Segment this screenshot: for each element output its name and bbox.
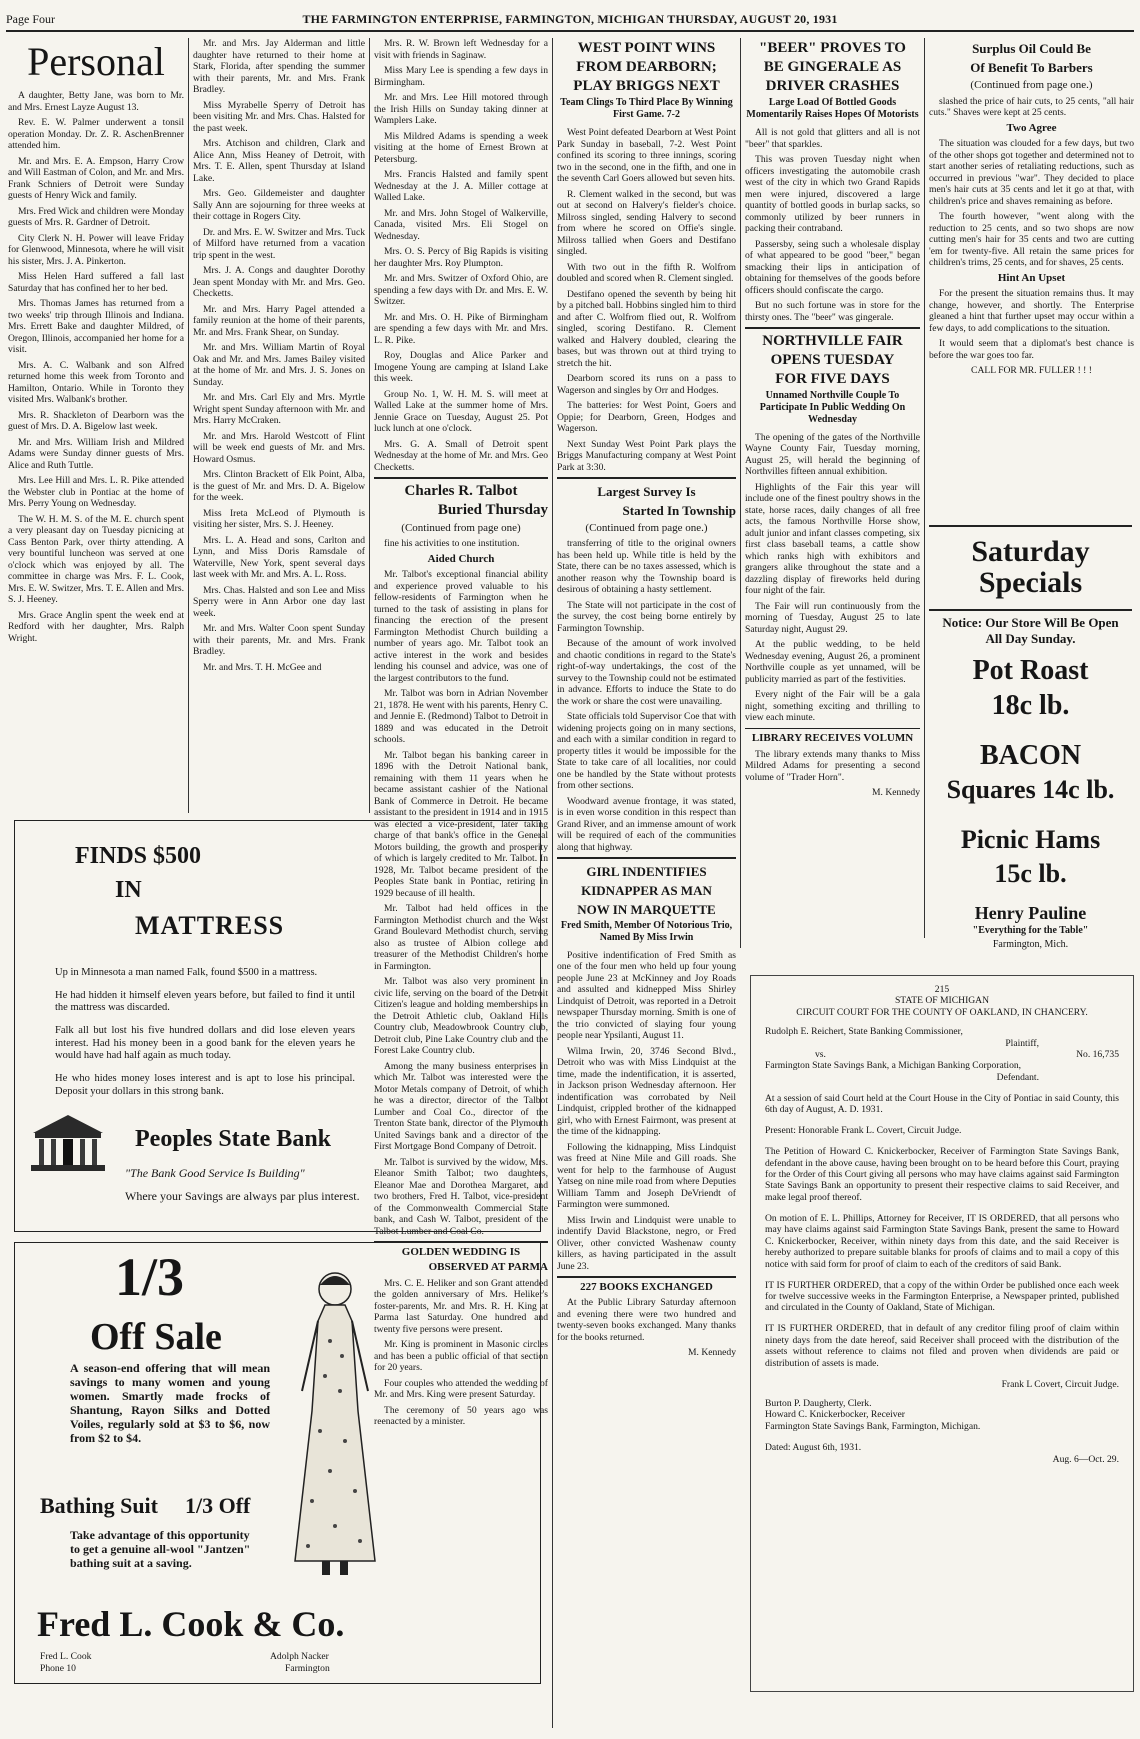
paragraph: The State will not participate in the cost of the survey, the cost being borne entirely by Farmington Township. <box>557 599 736 634</box>
divider <box>557 1276 736 1278</box>
legal-receiver: Howard C. Knickerbocker, Receiver <box>765 1409 905 1421</box>
beer-text <box>745 127 920 323</box>
fair-headline-3: FOR FIVE DAYS <box>775 370 890 387</box>
legal-judge: Frank L Covert, Circuit Judge. <box>1001 1378 1119 1390</box>
paragraph: The Fair will run continuously from the morning of Tuesday, August 25 to late Saturday night, August 29. <box>745 600 920 635</box>
picnic-hams-item: Picnic Hams <box>960 825 1101 854</box>
peoples-bank-ad <box>14 820 541 1232</box>
divider <box>929 525 1132 527</box>
paragraph: transferring of title to the original owners has been held up. While title is held by the State, there can be no taxes assessed, which is another reason why the Township board is desirous of obtaining a hasty settlement. <box>557 538 736 595</box>
peoples-bank-name: Peoples State Bank <box>135 1126 332 1152</box>
legal-run-dates: Aug. 6—Oct. 29. <box>1052 1453 1119 1465</box>
surplus-signature: CALL FOR MR. FULLER ! ! ! <box>971 365 1092 376</box>
paragraph: Dearborn scored its runs on a pass to Wagerson and singles by Orr and Hodges. <box>557 373 736 396</box>
legal-defendant-label: Defendant. <box>996 1071 1039 1083</box>
talbot-headline: Charles R. Talbot <box>404 482 518 499</box>
personal-heading: Personal <box>27 39 165 84</box>
personal-item: Mrs. L. A. Head and sons, Carlton and Lynn, and Miss Doris Ramsdale of Waterville, New York, spent several days last week with Mr. and Mrs. A. L. Ross. <box>193 534 365 580</box>
paragraph: Destifano opened the seventh by being hit by a pitched ball. Hobbins singled him to third and after C. Wolfrom flied out, R. Wolfrom singled, scoring Destifano. R. Clement walked and Halvery doubled, clearing the bases, but was thrown out at third trying to stretch the hit. <box>557 288 736 369</box>
personal-item: Mr. and Mrs. E. A. Empson, Harry Crow and Will Eastman of Colon, and Mr. and Mrs. Frank Schniers of Detroit were Sunday guests of Henry Wick and family. <box>8 155 184 201</box>
paragraph: He had hidden it himself eleven years before, but failed to find it until the mattress was discarded. <box>55 989 355 1013</box>
one-third-off-title: 1/3 Off <box>185 1493 251 1518</box>
paragraph: Falk all but lost his five hundred dollars and did lose eleven years interest. Had his money been in a good bank for the eleven years he would have had half again as much today. <box>55 1025 355 1061</box>
aided-church-subhead: Aided Church <box>427 552 495 565</box>
paragraph: State officials told Supervisor Coe that with widening projects going on in many sections, and each with a similar condition in regard to property titles it would be impossible for the State to take care of all localities, nor could one be handled by the State without protests from other sections. <box>557 711 736 791</box>
mattress-title-1: FINDS $500 <box>75 843 202 869</box>
divider <box>374 477 548 479</box>
paragraph: Mr. Talbot was born in Adrian November 21, 1878. He went with his parents, Henry C. and Jennie E. (Redmond) Talbot to Detroit in 1889 and was educated in the Detroit schools. <box>374 688 548 745</box>
paragraph: It would seem that a diplomat's best chance is before the war goes too far. <box>929 338 1134 361</box>
paragraph: Woodward avenue frontage, it was stated, is in even worse condition in this respect than Grand River, and an immense amount of work will be required of each of the communities along that highway. <box>557 795 736 853</box>
footer-left-phone: Phone 10 <box>40 1663 76 1674</box>
paragraph: IT IS FURTHER ORDERED, that in default of any creditor filing proof of claim within ninety days from the date hereof, said Receiver shall proceed with the distribution of the assets without reference to claims not filed and proven when dividends are paid or distribution of assets is made. <box>765 1323 1119 1369</box>
paragraph: The Petition of Howard C. Knickerbocker, Receiver of Farmington State Savings Bank, defendant in the above cause, having been brought on to be heard before this Court, praying for the Order of this Court giving all persons who may have claims against said Farmington State Savings Bank an opportunity to present their respective claims to said Receiver, and make legal proof thereof. <box>765 1146 1119 1203</box>
fred-cook-store-name: Fred L. Cook & Co. <box>37 1604 345 1644</box>
paragraph: All is not gold that glitters and all is not "beer" that sparkles. <box>745 127 920 150</box>
paragraph: Miss Irwin and Lindquist were unable to indentify David Blackstone, negro, or Fred Oliver, other convicted Washenaw county killers, as having participated in the assult June 23. <box>557 1214 736 1272</box>
sale-description: A season-end offering that will mean savings to many women and young women. Smartly made frocks of Shantung, Rayon Silks and Dotted Voiles, regularly sold at $3 to $6, now from $2 to $4. <box>70 1361 270 1445</box>
legal-plaintiff-name: Rudolph E. Reichert, State Banking Commissioner, <box>765 1026 963 1038</box>
pot-roast-item: Pot Roast <box>972 655 1089 686</box>
west-point-headline-2: FROM DEARBORN; <box>576 59 717 75</box>
news-column-4 <box>557 38 736 1723</box>
fair-headline-2: OPENS TUESDAY <box>770 351 895 368</box>
column-rule <box>740 38 741 948</box>
divider <box>745 327 920 329</box>
beer-subhead: Large Load Of Bottled Goods Momentarily Raises Hopes Of Motorists <box>746 97 919 120</box>
picnic-hams-price: 15c lb. <box>994 859 1067 888</box>
personal-item: Mrs. Francis Halsted and family spent Wednesday at the J. A. Miller cottage at Walled Lake. <box>374 169 548 203</box>
paragraph: The library extends many thanks to Miss Mildred Adams for presenting a second volume of "Trader Horn". <box>745 748 920 783</box>
bacon-price: Squares 14c lb. <box>946 775 1115 804</box>
personal-item: Mrs. O. S. Percy of Big Rapids is visiting her daughter Mrs. Roy Plumpton. <box>374 246 548 269</box>
personal-item: Rev. E. W. Palmer underwent a tonsil operation Monday. Dr. Z. R. AschenBrenner attended him. <box>8 117 184 151</box>
paragraph: The opening of the gates of the Northville Wayne County Fair, Tuesday morning, August 25, will herald the beginning of Northvilles fifteen annual exhibition. <box>745 431 920 477</box>
pot-roast-price: 18c lb. <box>991 690 1070 721</box>
library-text <box>745 749 920 784</box>
news-column-6 <box>929 38 1134 518</box>
pauline-store-name: Henry Pauline <box>974 903 1087 923</box>
two-agree-subhead: Two Agree <box>1006 121 1057 134</box>
divider <box>745 728 920 730</box>
legal-clerk: Burton P. Daugherty, Clerk. <box>765 1397 872 1409</box>
legal-number: 215 <box>934 984 950 995</box>
paragraph: Mr. Talbot had held offices in the Farmington Methodist church and the West Grand Boulevard Methodist church, serving also as trustee of Albion college and treasurer of the Methodist Children's home in Farmington. <box>374 903 548 972</box>
legal-text <box>765 1093 1119 1369</box>
paragraph: IT IS FURTHER ORDERED, that a copy of the within Order be published once each week for twelve successive weeks in the Farmington Enterprise, a Newspaper printed, published and circulated in the County of Oakland, State of Michigan. <box>765 1279 1119 1314</box>
golden-wedding-headline: GOLDEN WEDDING IS <box>401 1245 521 1258</box>
girl-headline-3: NOW IN MARQUETTE <box>577 901 716 917</box>
legal-dated: Dated: August 6th, 1931. <box>765 1442 862 1454</box>
personal-item: Mr. and Mrs. Lee Hill motored through the Irish Hills on Sunday taking dinner at Wamplers Lake. <box>374 92 548 126</box>
legal-vs: vs. <box>815 1049 826 1061</box>
paragraph: Next Sunday West Point Park plays the Briggs Manufacturing company at West Point Park at 3:30. <box>557 438 736 473</box>
pauline-city: Farmington, Mich. <box>992 939 1069 950</box>
personal-item: Mr. and Mrs. Switzer of Oxford Ohio, are spending a few days with Dr. and Mrs. E. W. Switzer. <box>374 273 548 307</box>
personal-item: Group No. 1, W. H. M. S. will meet at Walled Lake at the summer home of Mrs. Jennie Grace on Tuesday, August 25. Pot luck lunch at one o'clock. <box>374 388 548 434</box>
paragraph: Mr. Talbot's exceptional financial ability and experience proved valuable to his fellow-residents of Farmington when he turned to the task of assisting in plans for financing the erection of the present Farmington Methodist Church building a number of years ago. Mr. Talbot took an active interest in the work and besides lending his counsel and advice, was one of the largest contributors to the fund. <box>374 569 548 684</box>
fair-headline: NORTHVILLE FAIR <box>762 332 903 349</box>
legal-bank: Farmington State Savings Bank, Farmington, Michigan. <box>765 1420 981 1432</box>
paragraph: Positive indentification of Fred Smith as one of the four men who held up four young people June 23 at McKinney and Joy Roads and assulted and kidnepped Miss Shirley Lindquist of Detroit, was reported in a Detroit newspaper Thursday morning. Smith is one of the trio convicted of slaying four young people near Ypsilanti, August 11. <box>557 949 736 1041</box>
social-items-2 <box>193 38 365 673</box>
personal-item: Mrs. J. A. Congs and daughter Dorothy Jean spent Monday with Mr. and Mrs. Geo. Checketts. <box>193 265 365 299</box>
west-point-subhead: Team Clings To Third Place By Winning First Game. 7-2 <box>560 97 733 120</box>
personal-item: Mrs. Lee Hill and Mrs. L. R. Pike attended the Webster club in Pontiac at the home of Mrs. Perry Young on Wednesday. <box>8 475 184 509</box>
beer-headline-3: DRIVER CRASHES <box>765 78 900 94</box>
personal-item: Mrs. Thomas James has returned from a two weeks' trip through Illinois and Indiana. Mrs. Errett Bake and daughter Mildred, of Oregon, Illinois, accompanied her home for a visit. <box>8 298 184 355</box>
personal-item: Miss Mary Lee is spending a few days in Birmingham. <box>374 65 548 88</box>
divider <box>557 857 736 859</box>
personal-item: Mrs. Clinton Brackett of Elk Point, Alba, is the guest of Mr. and Mrs. D. A. Bigelow for the week. <box>193 469 365 503</box>
personal-item: Mr. and Mrs. William Martin of Royal Oak and Mr. and Mrs. James Bailey visited at the home of Mr. and Mrs. J. S. Jones on Sunday. <box>193 342 365 388</box>
talbot-text-a <box>374 538 548 550</box>
footer-left-name: Fred L. Cook <box>40 1651 92 1662</box>
paragraph: At the Public Library Saturday afternoon and evening there were two hundred and twenty-seven books exchanged. Many thanks for the books returned. <box>557 1297 736 1343</box>
paragraph: At the public wedding, to be held Wednesday evening, August 26, a prominent Northville couple as yet unnamed, will be publicity married as part of the festivities. <box>745 639 920 685</box>
paragraph: Following the kidnapping, Miss Lindquist was freed at Nine Mile and Gill roads. She went for help to the farmhouse of August Yatseg on nine mile road from where Deputies William Tamm and Joseph DeVriendt of Farmington were summoned. <box>557 1141 736 1210</box>
books-signature: M. Kennedy <box>688 1347 736 1358</box>
column-rule <box>188 38 189 813</box>
books-text <box>557 1297 736 1343</box>
fair-subhead: Unnamed Northville Couple To Participate In Public Wedding On Wednesday <box>759 389 906 425</box>
personal-item: Mrs. Atchison and children, Clark and Alice Ann, Miss Heaney of Detroit, with Mrs. T. E. Allen, spent Thursday at Island Lake. <box>193 138 365 184</box>
divider <box>557 477 736 479</box>
paragraph: fine his activities to one institution. <box>384 538 520 549</box>
surplus-continued: (Continued from page one.) <box>970 79 1093 91</box>
mattress-title-2: IN <box>115 877 142 903</box>
social-items-3 <box>374 38 548 473</box>
personal-items <box>8 90 184 644</box>
mattress-text <box>55 956 355 1109</box>
bathing-description: Take advantage of this opportunity to get a genuine all-wool "Jantzen" bathing suit at a saving. <box>70 1528 251 1570</box>
girl-subhead: Fred Smith, Member Of Notorious Trio, Named By Miss Irwin <box>560 919 733 943</box>
paragraph: The situation was clouded for a few days, but two of the other shops got together and determined not to start another series of retaliating reductions, such as occurred in previous "war". They decided to place men's hair cuts at 35 cents and let it go at that, with children's price and shaves remaining as before. <box>929 138 1134 207</box>
paragraph: Highlights of the Fair this year will include one of the finest poultry shows in the state, horse races, daily changes of all free acts, the famous Northville Horse show, adult junior and infant classes competing, six first class baseball teams, a cattle show which ranks high with exhibitors and grangers alike throughout the state and a dazzling display of fireworks held during four night of the fair. <box>745 481 920 596</box>
personal-item: A daughter, Betty Jane, was born to Mr. and Mrs. Ernest Layze August 13. <box>8 90 184 113</box>
paragraph: Among the many business enterprises in which Mr. Talbot was interested were the Motor Metals company of Detroit, of which he was a director, director of the Talbot Lumber and Coal Co., director of the Trenton State bank, director of the Plymouth United Savings bank and a director of the First Mortgage Bond Company of Detroit. <box>374 1060 548 1152</box>
personal-item: Roy, Douglas and Alice Parker and Imogene Young are camping at Island Lake this week. <box>374 350 548 384</box>
personal-item: Mr. and Mrs. William Irish and Mildred Adams were Sunday dinner guests of Mrs. Alice and Ruth Tuttle. <box>8 436 184 471</box>
personal-item: Mr. and Mrs. Walter Coon spent Sunday with their parents, Mr. and Mrs. Frank Bradley. <box>193 623 365 657</box>
girl-text <box>557 950 736 1273</box>
personal-item: Mrs. R. Shackleton of Dearborn was the guest of Mrs. D. A. Bigelow last week. <box>8 409 184 432</box>
sunday-notice: Notice: Our Store Will Be Open All Day Sunday. <box>942 615 1119 646</box>
library-headline: LIBRARY RECEIVES VOLUMN <box>751 732 914 744</box>
paragraph: Because of the amount of work involved and chaotic conditions in regard to the State's right-of-way undertakings, the cost of the survey to the Township could not be estimated in advance. Efforts to induce the State to do the work or share the cost were unavailing. <box>557 638 736 707</box>
paragraph: He who hides money loses interest and is apt to lose his principal. Deposit your dollars in this strong bank. <box>55 1073 355 1097</box>
footer-right-name: Adolph Nacker <box>270 1651 329 1662</box>
paragraph: Wilma Irwin, 20, 3746 Second Blvd., Detroit who was with Miss Lindquist at the time, made the indentification, it is asserted, in Jackson prison Wednesday afternoon. Her indentification was corrobated by Neil Lindquist, crippled brother of the kidnapped girl, who with Ernest Fairmont, was present at the time of the kidnapping. <box>557 1045 736 1137</box>
legal-court: CIRCUIT COURT FOR THE COUNTY OF OAKLAND, IN CHANCERY. <box>796 1006 1088 1018</box>
surplus-text-c <box>929 288 1134 361</box>
personal-item: Mr. and Mrs. Carl Ely and Mrs. Myrtle Wright spent Sunday afternoon with Mr. and Mrs. Harry McCraken. <box>193 392 365 426</box>
upset-subhead: Hint An Upset <box>997 271 1066 284</box>
surplus-headline-2: Of Benefit To Barbers <box>970 60 1093 75</box>
personal-item: Mrs. A. C. Walbank and son Alfred returned home this week from Toronto and Hamilton, Ontario. While in Toronto they visited Mrs. Walbank's brother. <box>8 359 184 405</box>
personal-item: The W. H. M. S. of the M. E. church spent a very pleasant day on Tuesday picnicing at Cass Benton Park, over thirty attending. A very bountiful luncheon was served at one o'clock which was enjoyed by all. The committee in charge was Mrs. F. L. Cook, Mrs. E. W. Switzer, Mrs. T. E. Allen and Mrs. S. J. Heeney. <box>8 513 184 605</box>
fair-text <box>745 432 920 724</box>
news-column-5 <box>745 38 920 943</box>
legal-case-number: No. 16,735 <box>1076 1049 1119 1061</box>
page-number: Page Four <box>6 12 55 26</box>
personal-item: Mrs. Geo. Gildemeister and daughter Sally Ann are sojourning for three weeks at their cottage in Rogers City. <box>193 188 365 222</box>
girl-headline: GIRL INDENTIFIES <box>586 863 707 879</box>
column-rule <box>552 38 553 1728</box>
paragraph: Up in Minnesota a man named Falk, found $500 in a mattress. <box>55 966 318 978</box>
one-third-fraction: 1/3 <box>115 1247 185 1307</box>
legal-state: STATE OF MICHIGAN <box>894 995 990 1007</box>
west-point-text <box>557 127 736 473</box>
personal-item: Mr. and Mrs. John Stogel of Walkerville, Canada, visited Mrs. Eli Stogel on Wednesday. <box>374 207 548 242</box>
paragraph: The batteries: for West Point, Goers and Oppie; for Dearborn, Green, Hodges and Wagerson. <box>557 400 736 434</box>
personal-item: Mrs. Chas. Halsted and son Lee and Miss Sperry were in Ann Arbor one day last week. <box>193 584 365 619</box>
girl-headline-2: KIDNAPPER AS MAN <box>581 882 712 898</box>
paragraph: Every night of the Fair will be a gala night, something exciting and thrilling to view each minute. <box>745 689 920 723</box>
social-column-2 <box>193 38 365 808</box>
paragraph: Mr. Talbot was also very prominent in civic life, serving on the board of the Detroit Citizen's league and holding memberships in the Detroit Athletic club, Oakland Hills Country club, Meadowbrook Country club, Detroit club, Pine Lake Country club and the Forest Lake Country club. <box>374 976 548 1056</box>
paragraph: West Point defeated Dearborn at West Point Park Sunday in baseball, 7-2. West Point confined its scoring to three innings, scoring two in the second, one in the fifth, and one in the seventh Carl Goers allowed but seven hits. <box>557 127 736 184</box>
paragraph: Present: Honorable Frank L. Covert, Circuit Judge. <box>765 1125 962 1137</box>
column-rule <box>924 38 925 938</box>
legal-plaintiff-label: Plaintiff, <box>1005 1037 1039 1049</box>
personal-item: Mrs. Grace Anglin spent the week end at Redford with her daughter, Mrs. Ralph Wright. <box>8 609 184 644</box>
column-rule <box>369 38 370 813</box>
golden-wedding-headline-2: OBSERVED AT PARMA <box>428 1261 548 1273</box>
surplus-headline: Surplus Oil Could Be <box>972 41 1091 56</box>
personal-item: Mis Mildred Adams is spending a week visiting at the home of Ernest Brown at Petersburg. <box>374 130 548 165</box>
west-point-headline-3: PLAY BRIGGS NEXT <box>573 78 720 94</box>
paragraph: Passersby, seing such a wholesale display of what appeared to be good "beer," began smacking their lips in anticipation of obtaining for themselves of the goods before officers should confiscate the cargo. <box>745 238 920 296</box>
saturday-specials-ad <box>929 525 1132 965</box>
personal-item: Dr. and Mrs. E. W. Switzer and Mrs. Tuck of Milford have returned from a vacation trip spent in the west. <box>193 226 365 261</box>
books-headline: 227 BOOKS EXCHANGED <box>580 1280 713 1293</box>
paragraph: R. Clement walked in the second, but was out at second on Halvery's fielder's choice. Milross singled, sending Halvery to second from where he scored on Offie's single. Milross tallied when Goers and Destifano singled. <box>557 188 736 257</box>
woman-in-dress-illustration <box>280 1261 390 1581</box>
personal-item: Mrs. R. W. Brown left Wednesday for a visit with friends in Saginaw. <box>374 38 548 61</box>
surplus-text-b <box>929 138 1134 269</box>
survey-headline: Largest Survey Is <box>597 483 696 499</box>
paragraph: At a session of said Court held at the Court House in the City of Pontiac in said County, this 6th day of August, A. D. 1931. <box>765 1092 1119 1116</box>
paragraph: For the present the situation remains thus. It may change, however, and shortly. The Enterprise gleaned a hint that further upset may occur within a few days, to add complications to the situation. <box>929 288 1134 334</box>
off-sale-title: Off Sale <box>90 1316 222 1358</box>
paragraph: The ceremony of 50 years ago was reenacted by a minister. <box>374 1404 548 1427</box>
personal-item: Miss Myrabelle Sperry of Detroit has been visiting Mr. and Mrs. Chas. Halsted for the past week. <box>193 99 365 134</box>
personal-item: Mr. and Mrs. Harry Pagel attended a family reunion at the home of their parents, Mr. and Mrs. Frank Shear, on Sunday. <box>193 303 365 338</box>
personal-item: Mr. and Mrs. Jay Alderman and little daughter have returned to their home at Stark, Florida, after spending the summer with their parents, Mr. and Mrs. Frank Bradley. <box>193 38 365 95</box>
beer-headline-2: BE GINGERALE AS <box>763 59 902 75</box>
masthead <box>6 8 1134 32</box>
beer-headline: "BEER" PROVES TO <box>759 40 906 56</box>
paragraph: The fourth however, "went along with the reduction to 25 cents, and so two shops are now cutting men's hair for 35 cents and two are cutting 'em for twenty-five. All retain the same prices for children's trims, 25 cents, and for shaves, 25 cents. <box>929 211 1134 268</box>
paragraph: On motion of E. L. Phillips, Attorney for Receiver, IT IS ORDERED, that all persons who may have claims against said Farmington State Savings Bank, present the same to Howard C. Knickerbocker, Receiver, within ninety days from this date, and the said Receiver is hereby authorized to prepare suitable blanks for proofs of claims and to mail a copy of this notice with said form for proof of claim to each of the creditors of said Bank. <box>765 1212 1119 1270</box>
personal-item: Mrs. G. A. Small of Detroit spent Wednesday at the home of Mr. and Mrs. Geo Checketts. <box>374 438 548 473</box>
paragraph: Mr. King is prominent in Masonic circles and has been a public official of that section for 20 years. <box>374 1339 548 1373</box>
surplus-text-a <box>929 96 1134 119</box>
footer-right-city: Farmington <box>285 1663 330 1674</box>
pauline-slogan: "Everything for the Table" <box>972 925 1089 936</box>
personal-item: Miss Ireta McLeod of Plymouth is visiting her sister, Mrs. S. J. Heeney. <box>193 507 365 530</box>
saturday-title: Saturday <box>971 535 1090 568</box>
survey-headline-2: Started In Township <box>622 502 736 518</box>
bank-slogan: "The Bank Good Service Is Building" <box>125 1166 305 1180</box>
west-point-headline: WEST POINT WINS <box>577 40 716 56</box>
personal-item: Miss Helen Hard suffered a fall last Saturday that has confined her to her bed. <box>8 271 184 294</box>
paragraph: With two out in the fifth R. Wolfrom doubled and scored when R. Clement singled. <box>557 261 736 284</box>
bank-tagline: Where your Savings are always par plus interest. <box>125 1189 360 1203</box>
personal-item: City Clerk N. H. Power will leave Friday for Glenwood, Minnesota, where he will visit his sister, Mrs. J. A. Pinkerton. <box>8 232 184 267</box>
legal-notice <box>750 975 1134 1692</box>
paragraph: But no such fortune was in store for the thirsty ones. The "beer" was gingerale. <box>745 300 920 323</box>
specials-title: Specials <box>978 566 1083 599</box>
paragraph: This was proven Tuesday night when officers investigating the automobile crash west of the city in which two Grand Rapids men were injured, discovered a large quantity of bottled goods in burlap sacks, so commonly utilized by beer runners in packing their contraband. <box>745 154 920 234</box>
library-signature: M. Kennedy <box>872 787 920 798</box>
personal-column <box>8 38 184 808</box>
paragraph: Mr. Talbot began his banking career in 1896 with the Detroit National bank, remaining with them 11 years when he became assistant cashier of the National Bank of Commerce in Detroit. He became assistant to the president in 1914 and in 1915 was elected a vice-president, later taking charge of that bank's office in the General Motors building, the growth and prosperity of which is largely credited to Mr. Talbot. In 1928, Mr. Talbot became president of the Peoples State bank in Pontiac, retiring in 1929 because of ill health. <box>374 749 548 899</box>
bacon-item: BACON <box>979 740 1082 771</box>
personal-item: Mrs. Fred Wick and children were Monday guests of Mrs. R. Gardner of Detroit. <box>8 205 184 228</box>
paragraph: Mrs. C. E. Heliker and son Grant attended the golden anniversary of Mrs. Heliker's foster-parents, Mr. and Mrs. R. H. King at Parma last Saturday. One hundred and twenty five persons were present. <box>374 1277 548 1335</box>
personal-item: Mr. and Mrs. O. H. Pike of Birmingham are spending a few days with Mr. and Mrs. L. R. Pike. <box>374 311 548 346</box>
bathing-suit-title: Bathing Suit <box>40 1493 158 1518</box>
bank-building-illustration <box>29 1111 107 1178</box>
newspaper-title: THE FARMINGTON ENTERPRISE, FARMINGTON, MICHIGAN THURSDAY, AUGUST 20, 1931 <box>302 12 838 26</box>
paragraph: Four couples who attended the wedding of Mr. and Mrs. King were present Saturday. <box>374 1377 548 1400</box>
bank-icon <box>29 1111 107 1173</box>
talbot-headline-2: Buried Thursday <box>437 501 548 518</box>
survey-text <box>557 538 736 853</box>
paragraph: slashed the price of hair cuts, to 25 cents, "all hair cuts." Shaves were kept at 25 cents. <box>929 95 1134 118</box>
survey-continued: (Continued from page one.) <box>585 521 708 534</box>
personal-item: Mr. and Mrs. T. H. McGee and <box>203 661 322 673</box>
mattress-title-3: MATTRESS <box>135 911 285 940</box>
divider <box>929 609 1132 611</box>
talbot-continued: (Continued from page one) <box>401 521 521 534</box>
paragraph: Mr. Talbot is survived by the widow, Mrs. Eleanor Smith Talbot; two daughters, Eleanor Mae and Dorothea Margaret, and two brothers, Fred H. Talbot, vice-president of the Commonwealth Commercial State bank, and Cash W. Talbot, president of the Talbot Lumber and Coal Co. <box>374 1156 548 1237</box>
personal-item: Mr. and Mrs. Harold Westcott of Flint will be week end guests of Mr. and Mrs. Howard Osmus. <box>193 430 365 465</box>
fred-cook-sale-ad <box>14 1242 541 1684</box>
legal-defendant-name: Farmington State Savings Bank, a Michigan Banking Corporation, <box>765 1060 1022 1072</box>
